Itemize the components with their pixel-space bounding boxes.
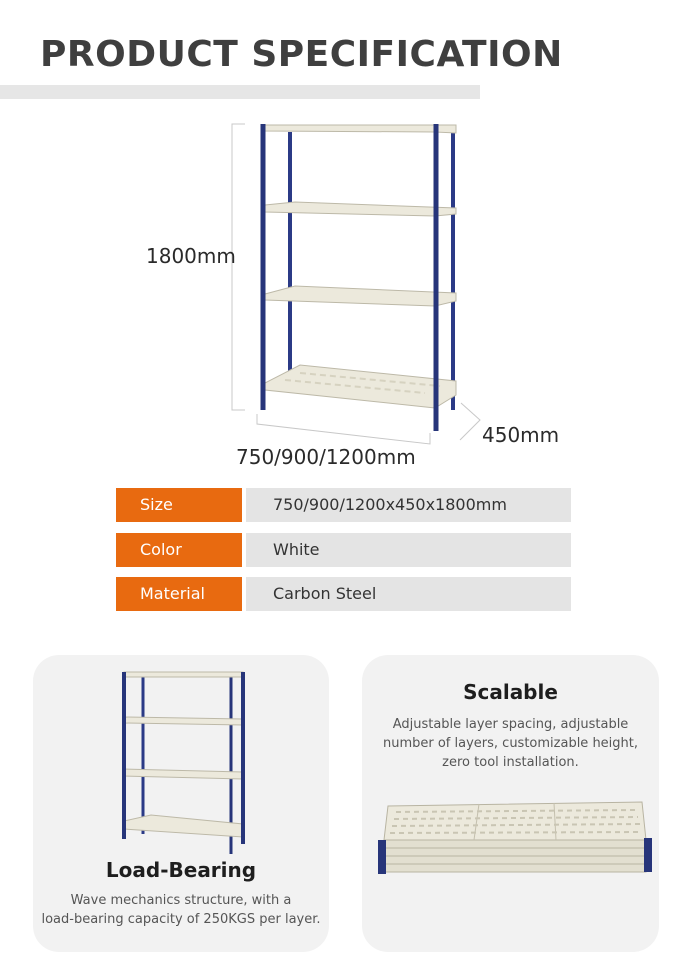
feature-card-load-bearing (33, 655, 329, 952)
shelf-tier-4 (265, 365, 456, 408)
shelf-tier-1 (263, 125, 456, 133)
spec-label: Size (116, 488, 242, 522)
depth-dimension-line (460, 403, 480, 440)
feature-description (362, 715, 659, 772)
height-dimension-label: 1800mm (146, 244, 236, 268)
feature-title: Load-Bearing (105, 858, 257, 882)
description-line: Wave mechanics structure, with a (70, 893, 292, 908)
shelf-product-image (225, 118, 490, 448)
description-line: load-bearing capacity of 250KGS per layer. (41, 912, 321, 927)
title-underline-bar (0, 85, 480, 99)
feature-title: Scalable (463, 680, 558, 704)
description-line: zero tool installation. (442, 755, 579, 770)
description-line: number of layers, customizable height, (382, 736, 639, 751)
shelf-tier-2 (265, 202, 456, 216)
small-shelf-image (121, 669, 246, 854)
spec-row-color (116, 533, 571, 567)
spec-value: Carbon Steel (246, 577, 571, 611)
spec-label: Material (116, 577, 242, 611)
spec-label: Color (116, 533, 242, 567)
width-dimension-line (257, 414, 430, 444)
spec-row-material (116, 577, 571, 611)
spec-row-size (116, 488, 571, 522)
spec-value: White (246, 533, 571, 567)
page-title: PRODUCT SPECIFICATION (40, 34, 563, 75)
depth-dimension-label: 450mm (482, 423, 560, 447)
width-dimension-label: 750/900/1200mm (236, 445, 416, 469)
stacked-shelves-image (374, 798, 656, 883)
feature-card-scalable (362, 655, 659, 952)
shelf-tier-3 (265, 286, 456, 306)
feature-description (33, 891, 329, 929)
spec-value: 750/900/1200x450x1800mm (246, 488, 571, 522)
description-line: Adjustable layer spacing, adjustable (392, 717, 629, 732)
